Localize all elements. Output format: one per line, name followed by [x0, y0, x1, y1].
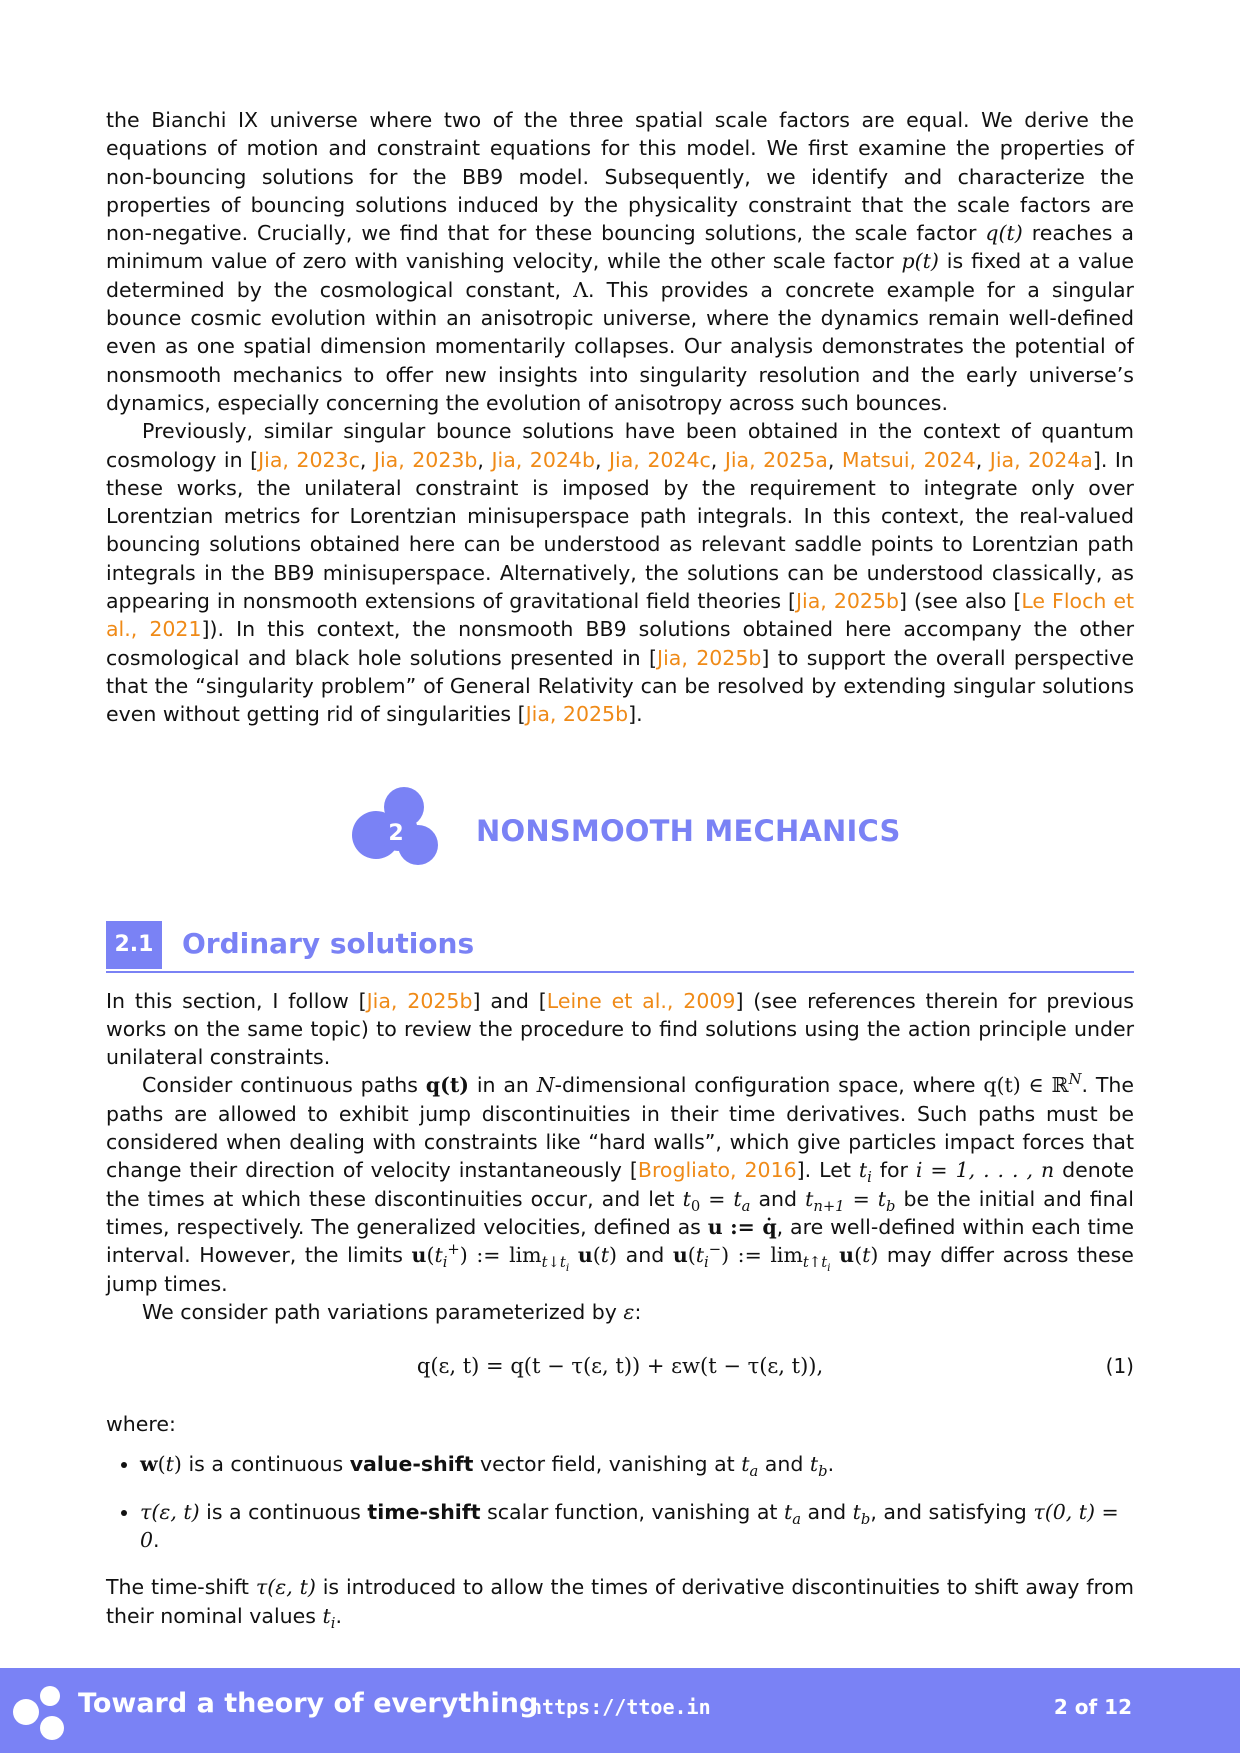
citation-link[interactable]: Jia, 2024b [491, 447, 595, 472]
chapter-heading [106, 787, 1134, 897]
citation-link[interactable]: Jia, 2025a [724, 447, 828, 472]
list-item: • w(t) is a continuous value-shift vector field, vanishing at $t_a$ and $t_b$. [140, 1450, 1134, 1478]
citation-link[interactable]: Jia, 2023c [258, 447, 360, 472]
citation-link[interactable]: Le Floch et al., 2021 [106, 589, 1134, 642]
section-title: Ordinary solutions [182, 926, 475, 960]
citation-link[interactable]: Matsui, 2024 [841, 447, 976, 472]
section-number: 2.1 [106, 921, 162, 969]
citation-link[interactable]: Jia, 2025b [366, 988, 473, 1013]
section-paragraph-4: The time-shift τ(ε, t) is introduced to allow the times of derivative discontinuities to shift away from their nominal values $t_i$. [106, 1575, 1134, 1632]
intro-paragraph-1: the Bianchi IX universe where two of the three spatial scale factors are equal. We derive the equations of motion and constraint equations for this model. We first examine the properties of non-bouncing solutions for the BB9 model. Subsequently, we identify and characterize the properties of bouncing solutions induced by the physicality constraint that the scale factors are non-negative. Crucially, we find that for these bouncing solutions, the scale factor q(t) reaches a minimum value of zero with vanishing velocity, while the other scale factor p(t) is fixed at a value determined by the cosmological constant, Λ. This provides a concrete example for a singular bounce cosmic evolution within an anisotropic universe, where the dynamics remain well-defined even as one spatial dimension momentarily collapses. Our analysis demonstrates the potential of nonsmooth mechanics to offer new insights into singularity resolution and the early universe’s dynamics, especially concerning the evolution of anisotropy across such bounces. [106, 108, 1134, 415]
section-heading [106, 921, 1134, 973]
citation-link[interactable]: Jia, 2024c [609, 447, 711, 472]
equation-1 [106, 1340, 1134, 1400]
citation-link[interactable]: Jia, 2023b [373, 447, 478, 472]
citation-link[interactable]: Jia, 2024a [989, 447, 1093, 472]
citation-link[interactable]: Jia, 2025b [657, 645, 762, 670]
intro-paragraph-2: Previously, similar singular bounce solutions have been obtained in the context of quantum cosmology in [Jia, 2023c, Jia, 2023b, Jia, 2024b, Jia, 2024c, Jia, 2025a, Matsui, 2024, Jia, 2024a]. In these works, the unilateral constraint is imposed by the requirement to integrate only over Lorentzian metrics for Lorentzian minisuperspace path integrals. In this context, the real-valued bouncing solutions obtained here can be understood as relevant saddle points to Lorentzian path integrals in the BB9 minisuperspace. Alternatively, the solutions can be understood classically, as appearing in nonsmooth extensions of gravitational field theories [Jia, 2025b] (see also [Le Floch et al., 2021]). In this context, the nonsmooth BB9 solutions obtained here accompany the other cosmological and black hole solutions presented in [Jia, 2025b] to support the overall perspective that the “singularity problem” of General Relativity can be resolved by extending singular solutions even without getting rid of singularities [Jia, 2025b]. [106, 419, 1134, 727]
bullet-list [106, 1450, 1134, 1554]
citation-link[interactable]: Jia, 2025b [525, 702, 629, 727]
citation-link[interactable]: Leine et al., 2009 [546, 988, 736, 1013]
section-paragraph-3: We consider path variations parameterized by ε: [142, 1299, 642, 1324]
footer-title: Toward a theory of everything [78, 1688, 539, 1719]
page-footer [0, 1668, 1240, 1753]
chapter-number: 2 [388, 820, 404, 846]
citation-link[interactable]: Jia, 2025b [796, 589, 899, 614]
section-paragraph-2: Consider continuous paths q(t) in an N-dimensional configuration space, where q(t) ∈ ℝ$^N$. The paths are allowed to exhibit jump discontinuities in their time derivatives. Such paths must be considered when dealing with constraints like “hard walls”, which give particles impact forces that change their direction of velocity instantaneously [Brogliato, 2016]. Let $t_i$ for i = 1, . . . , n denote the times at which these discontinuities occur, and let $t_0 = t_a$ and $t_{n+1} = t_b$ be the initial and final times, respectively. The generalized velocities, defined as u := q̇, are well-defined within each time interval. However, the limits $u(t_i^+)$ := $\lim_{t↓t_i} u(t)$ and $u(t_i^-)$ := $\lim_{t↑t_i} u(t)$ may differ across these jump times. [106, 1071, 1134, 1296]
equation-body: q(ε, t) = q(t − τ(ε, t)) + εw(t − τ(ε, t)), [416, 1354, 824, 1379]
footer-url-link[interactable]: https://ttoe.in [530, 1695, 711, 1719]
section-paragraph-1: In this section, I follow [Jia, 2025b] and [Leine et al., 2009] (see references therein for previous works on the same topic) to review the procedure to find solutions using the action principle under unilateral constraints. [106, 988, 1134, 1070]
page-body [106, 106, 1134, 1630]
chapter-title: NONSMOOTH MECHANICS [476, 813, 901, 848]
chapter-badge-icon [352, 787, 442, 877]
logo-icon [10, 1684, 70, 1742]
list-item: • τ(ε, t) is a continuous time-shift scalar function, vanishing at $t_a$ and $t_b$, and satisfying τ(0, t) = 0. [140, 1498, 1134, 1555]
citation-link[interactable]: Brogliato, 2016 [637, 1158, 797, 1183]
page-number: 2 of 12 [1053, 1695, 1132, 1719]
equation-number: (1) [1105, 1354, 1134, 1379]
where-label: where: [106, 1412, 176, 1437]
